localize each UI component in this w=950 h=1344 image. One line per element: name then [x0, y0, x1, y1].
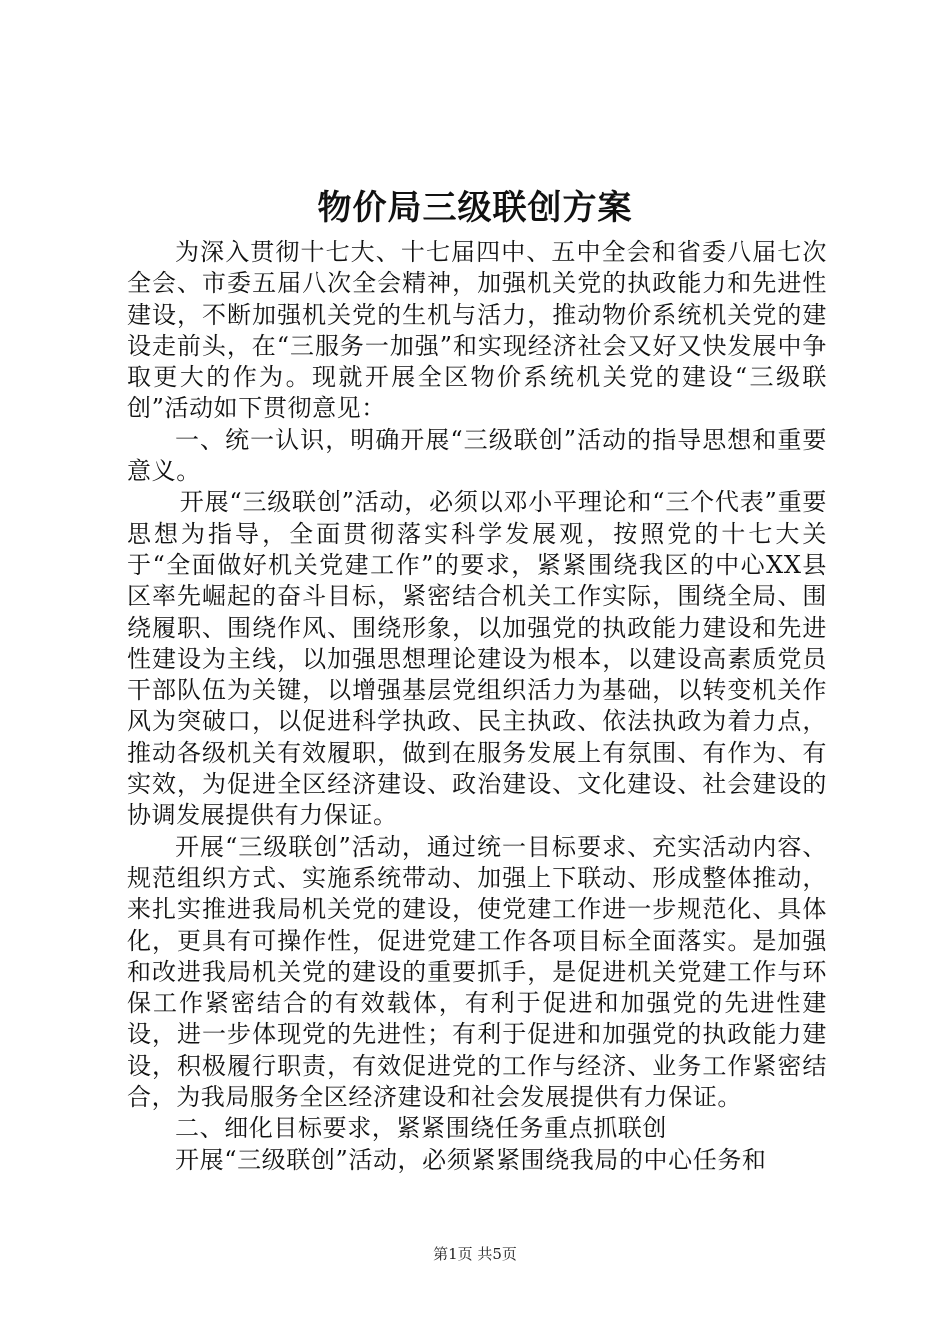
paragraph-section-2-heading: 二、细化目标要求，紧紧围绕任务重点抓联创: [175, 1114, 667, 1143]
paragraph-section-2-body: 开展“三级联创”活动，必须紧紧围绕我局的中心任务和: [175, 1145, 767, 1174]
page-number-footer: 第1页 共5页: [433, 1245, 517, 1263]
document-title: 物价局三级联创方案: [317, 188, 633, 228]
paragraph-section-1-heading: 一、统一认识，明确开展“三级联创”活动的指导思想和重要意义。: [127, 425, 827, 486]
paragraph-guiding-ideology: 开展“三级联创”活动，必须以邓小平理论和“三个代表”重要思想为指导，全面贯彻落实科学发展观，按照党的十七大关于“全面做好机关党建工作”的要求，紧紧围绕我区的中心XX县区率先崛起的奋斗目标，紧密结合机关工作实际，围绕全局、围绕履职、围绕作风、围绕形象，以加强党的执政能力建设和先进性建设为主线，以加强思想理论建设为根本，以建设高素质党员干部队伍为关键，以增强基层党组织活力为基础，以转变机关作风为突破口，以促进科学执政、民主执政、依法执政为着力点，推动各级机关有效履职，做到在服务发展上有氛围、有作为、有实效，为促进全区经济建设、政治建设、文化建设、社会建设的协调发展提供有力保证。: [127, 488, 827, 830]
paragraph-significance: 开展“三级联创”活动，通过统一目标要求、充实活动内容、规范组织方式、实施系统带动、加强上下联动、形成整体推动，来扎实推进我局机关党的建设，使党建工作进一步规范化、具体化，更具有可操作性，促进党建工作各项目标全面落实。是加强和改进我局机关党的建设的重要抓手，是促进机关党建工作与环保工作紧密结合的有效载体，有利于促进和加强党的先进性建设，进一步体现党的先进性；有利于促进和加强党的执政能力建设，积极履行职责，有效促进党的工作与经济、业务工作紧密结合，为我局服务全区经济建设和社会发展提供有力保证。: [127, 832, 827, 1112]
paragraph-intro: 为深入贯彻十七大、十七届四中、五中全会和省委八届七次全会、市委五届八次全会精神，加强机关党的执政能力和先进性建设，不断加强机关党的生机与活力，推动物价系统机关党的建设走前头，在“三服务一加强”和实现经济社会又好又快发展中争取更大的作为。现就开展全区物价系统机关党的建设“三级联创”活动如下贯彻意见：: [127, 238, 827, 423]
document-body: [127, 237, 827, 1176]
